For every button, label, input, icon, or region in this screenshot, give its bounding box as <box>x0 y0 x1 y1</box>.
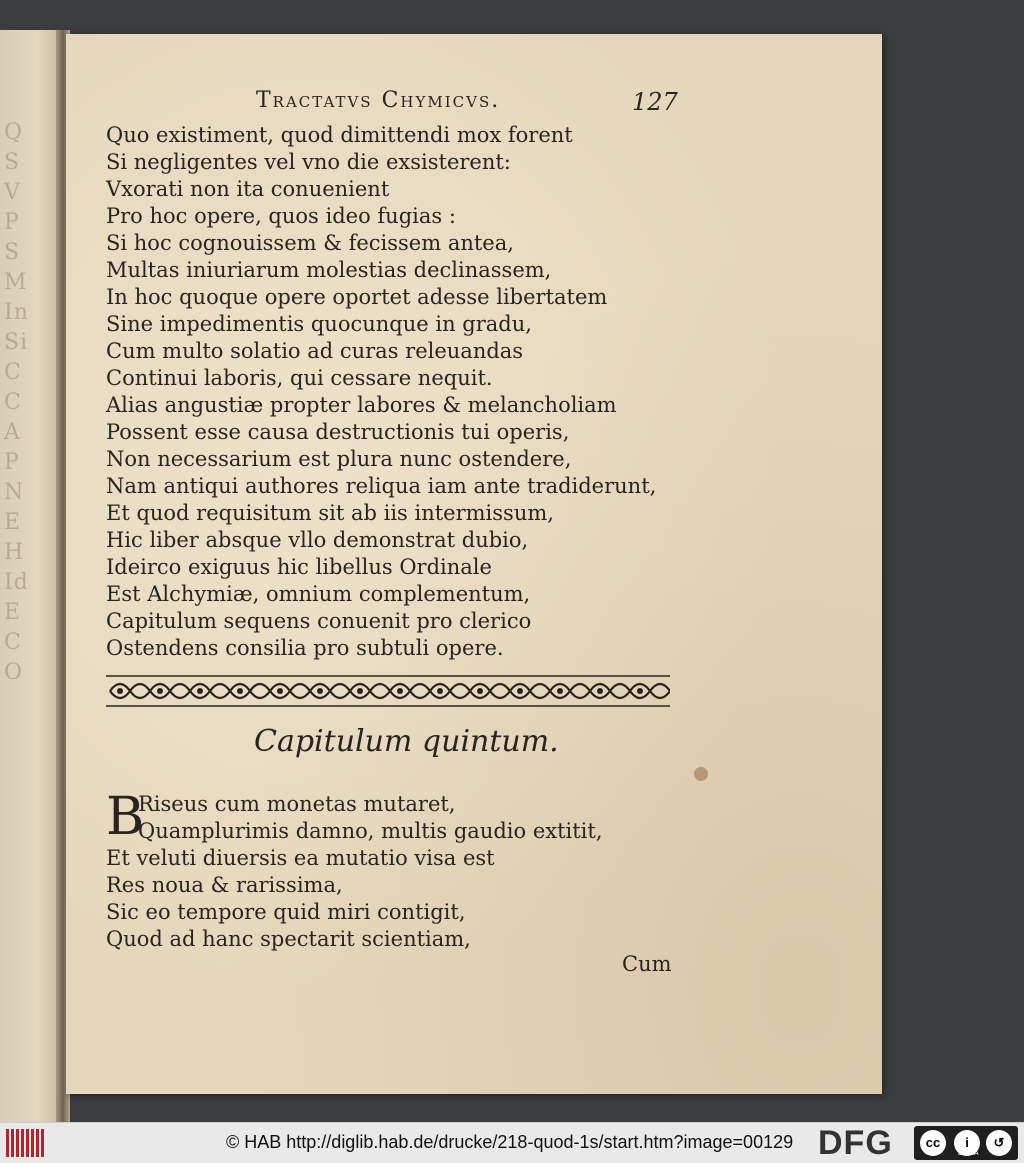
facing-page-letter: C <box>4 360 22 385</box>
verse-line: Multas iniuriarum molestias declinassem, <box>106 258 552 282</box>
facing-page-letter: Q <box>4 120 24 145</box>
facing-page-letter: S <box>4 240 21 265</box>
verse-line: Quo existiment, quod dimittendi mox forent <box>106 123 573 147</box>
text-line: Res noua & rarissima, <box>106 873 343 897</box>
page-number: 127 <box>632 88 678 116</box>
dfg-logo: DFG <box>818 1124 893 1162</box>
text-line: Sic eo tempore quid miri contigit, <box>106 900 466 924</box>
chapter-text <box>106 787 806 953</box>
verse-block <box>106 122 806 662</box>
facing-page-letter: P <box>4 450 20 475</box>
paper-stain <box>694 767 708 781</box>
drop-cap: B <box>106 787 145 847</box>
facing-page-letter: C <box>4 630 22 655</box>
verse-line: Continui laboris, qui cessare nequit. <box>106 366 493 390</box>
cc-icon: cc <box>920 1130 946 1156</box>
verse-line: Nam antiqui authores reliqua iam ante tradiderunt, <box>106 474 657 498</box>
facing-page-letter: P <box>4 210 20 235</box>
catchword: Cum <box>622 952 672 976</box>
verse-line: Si hoc cognouissem & fecissem antea, <box>106 231 514 255</box>
viewer-footer <box>0 1122 1024 1163</box>
facing-page-edge <box>0 30 62 1122</box>
verse-line: Capitulum sequens conuenit pro clerico <box>106 609 532 633</box>
facing-page-letter: E <box>4 510 22 535</box>
verse-line: Ostendens consilia pro subtuli opere. <box>106 636 504 660</box>
attribution-icon: i <box>954 1130 980 1156</box>
verse-line: In hoc quoque opere oportet adesse libertatem <box>106 285 608 309</box>
verse-line: Hic liber absque vllo demonstrat dubio, <box>106 528 529 552</box>
facing-page-letter: S <box>4 150 21 175</box>
verse-line: Et quod requisitum sit ab iis intermissum, <box>106 501 554 525</box>
facing-page-letter: In <box>4 300 29 325</box>
verse-line: Est Alchymiæ, omnium complementum, <box>106 582 531 606</box>
facing-page-letter: Id <box>4 570 29 595</box>
facing-page-letter: M <box>4 270 28 295</box>
verse-line: Alias angustiæ propter labores & melancholiam <box>106 393 617 417</box>
source-link[interactable]: © HAB http://diglib.hab.de/drucke/218-quod-1s/start.htm?image=00129 <box>226 1132 794 1152</box>
facing-page-letter: E <box>4 600 22 625</box>
verse-line: Vxorati non ita conuenient <box>106 177 390 201</box>
text-line: Riseus cum monetas mutaret, <box>138 792 456 816</box>
license-caption: BY SA <box>958 1150 979 1157</box>
facing-page-letter: O <box>4 660 24 685</box>
facing-page-letter: V <box>4 180 21 205</box>
facing-page-letter: A <box>4 420 21 445</box>
verse-line: Sine impedimentis quocunque in gradu, <box>106 312 532 336</box>
chapter-title: Capitulum quintum. <box>254 724 559 759</box>
text-line: Quamplurimis damno, multis gaudio extitit, <box>138 819 603 843</box>
facing-page-letter: Si <box>4 330 29 355</box>
facing-page-letter: N <box>4 480 25 505</box>
verse-line: Possent esse causa destructionis tui operis, <box>106 420 570 444</box>
verse-line: Non necessarium est plura nunc ostendere, <box>106 447 572 471</box>
text-line: Quod ad hanc spectarit scientiam, <box>106 927 471 951</box>
book-page <box>66 34 882 1094</box>
facing-page-letter: C <box>4 390 22 415</box>
running-head: Tractatvs Chymicvs. <box>256 88 501 113</box>
share-alike-icon: ↺ <box>986 1130 1012 1156</box>
verse-line: Cum multo solatio ad curas releuandas <box>106 339 524 363</box>
facing-page-letter: H <box>4 540 25 565</box>
verse-line: Si negligentes vel vno die exsisterent: <box>106 150 511 174</box>
hab-barcode-icon <box>6 1129 46 1157</box>
verse-line: Pro hoc opere, quos ideo fugias : <box>106 204 456 228</box>
decorative-ornament-band <box>106 674 670 708</box>
verse-line: Ideirco exiguus hic libellus Ordinale <box>106 555 492 579</box>
cc-license-badge[interactable] <box>914 1126 1018 1160</box>
text-line: Et veluti diuersis ea mutatio visa est <box>106 846 495 870</box>
